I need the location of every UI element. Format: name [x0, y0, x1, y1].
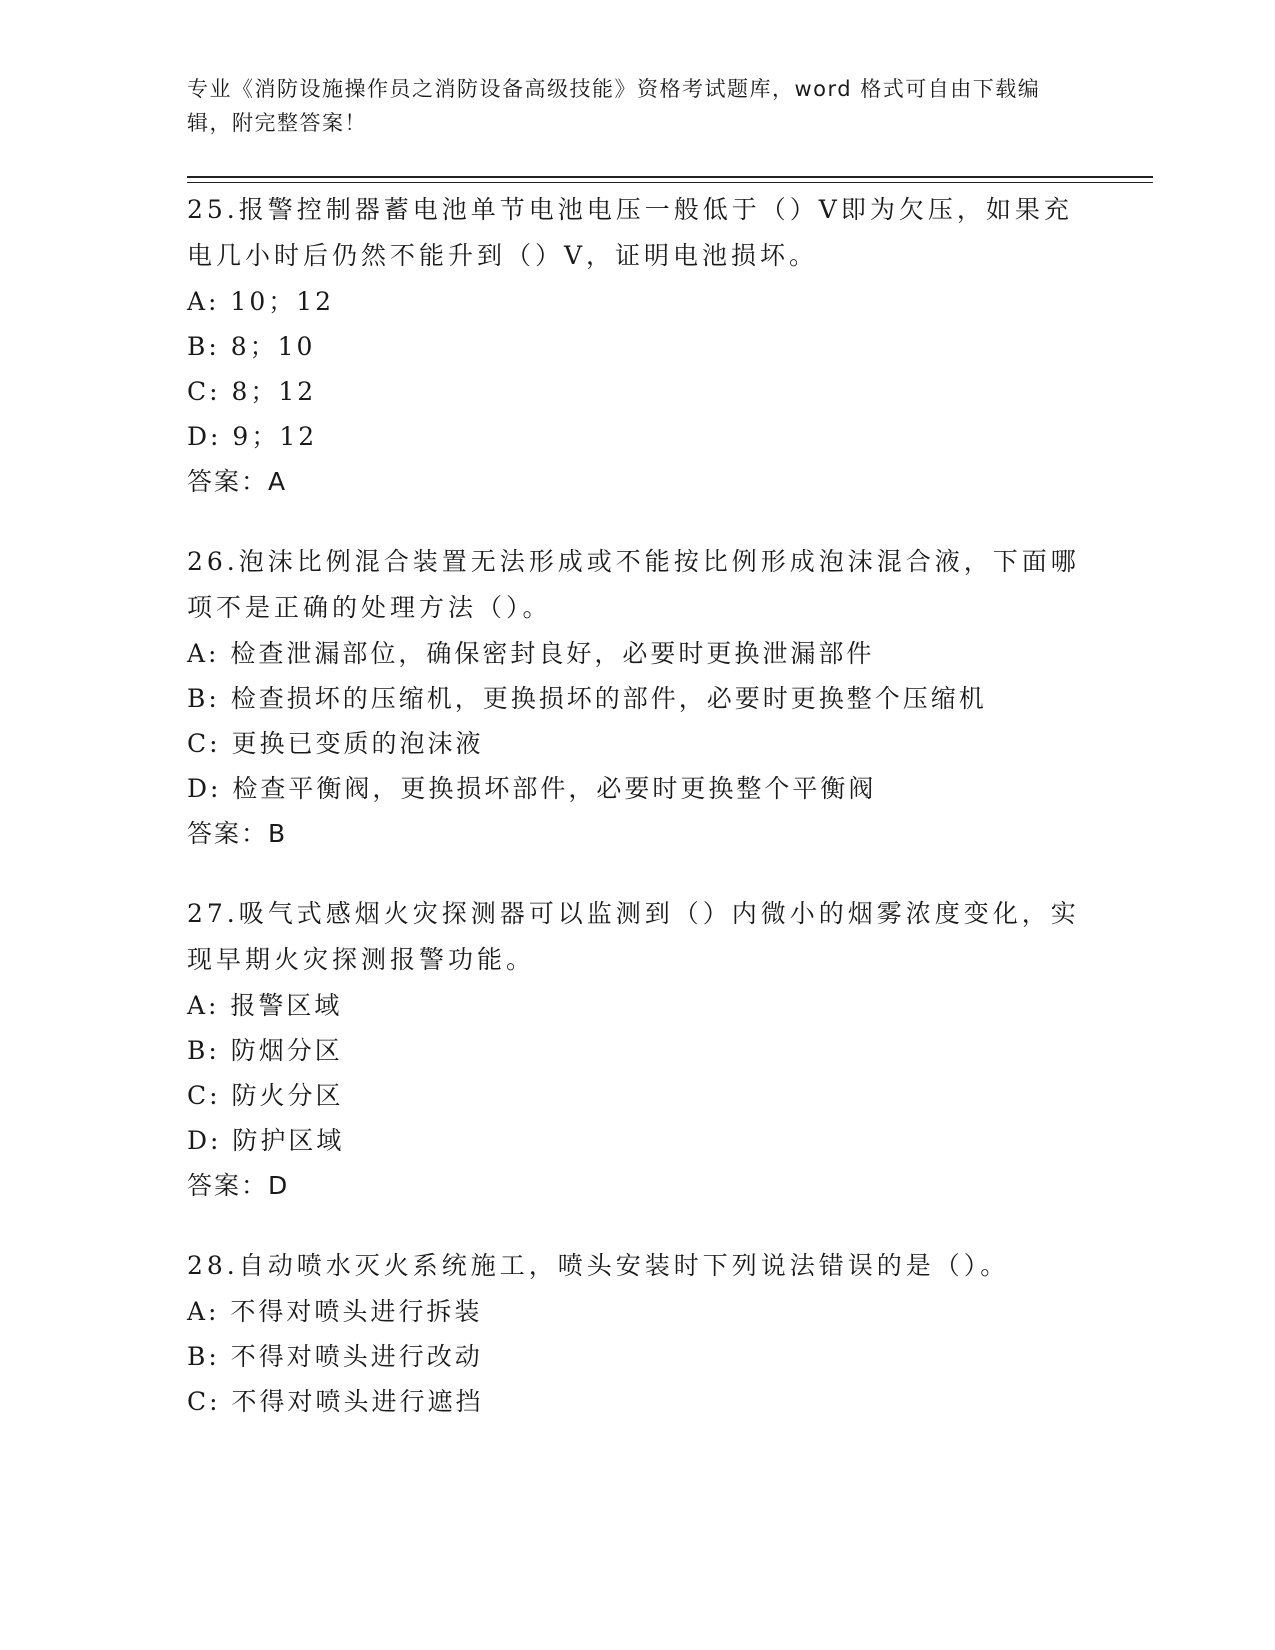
option-b: B: 检查损坏的压缩机，更换损坏的部件，必要时更换整个压缩机 [187, 684, 987, 713]
question-list [187, 187, 1087, 1459]
option-c: C: 8；12 [187, 377, 317, 406]
question-stem: 27.吸气式感烟火灾探测器可以监测到（）内微小的烟雾浓度变化，实现早期火灾探测报警功能。 [187, 899, 1080, 974]
option-d: D: 检查平衡阀，更换损坏部件，必要时更换整个平衡阀 [187, 774, 877, 803]
question-25 [187, 187, 1087, 504]
question-stem: 25.报警控制器蓄电池单节电池电压一般低于（）V即为欠压，如果充电几小时后仍然不能升到（）V，证明电池损坏。 [187, 195, 1073, 270]
option-a: A: 检查泄漏部位，确保密封良好，必要时更换泄漏部件 [187, 639, 875, 668]
answer-line: 答案：A [187, 467, 288, 496]
question-26 [187, 539, 1087, 856]
option-d: D: 9；12 [187, 422, 318, 451]
option-b: B: 防烟分区 [187, 1036, 343, 1065]
header-divider-thick [187, 176, 1153, 178]
question-28 [187, 1243, 1087, 1424]
document-header: 专业《消防设施操作员之消防设备高级技能》资格考试题库，word 格式可自由下载编辑，附完整答案！ [187, 77, 1041, 135]
option-a: A: 不得对喷头进行拆装 [187, 1297, 483, 1326]
answer-line: 答案：B [187, 819, 288, 848]
question-stem: 28.自动喷水灭火系统施工，喷头安装时下列说法错误的是（）。 [187, 1251, 1010, 1280]
option-c: C: 更换已变质的泡沫液 [187, 729, 484, 758]
question-27 [187, 891, 1087, 1208]
option-d: D: 防护区域 [187, 1126, 345, 1155]
option-b: B: 8；10 [187, 332, 316, 361]
question-stem: 26.泡沫比例混合装置无法形成或不能按比例形成泡沫混合液，下面哪项不是正确的处理方法（）。 [187, 547, 1080, 622]
header-divider-thin [187, 182, 1153, 183]
option-c: C: 不得对喷头进行遮挡 [187, 1387, 484, 1416]
option-b: B: 不得对喷头进行改动 [187, 1342, 483, 1371]
answer-line: 答案：D [187, 1171, 290, 1200]
option-a: A: 报警区域 [187, 991, 343, 1020]
option-a: A: 10；12 [187, 287, 335, 316]
option-c: C: 防火分区 [187, 1081, 344, 1110]
